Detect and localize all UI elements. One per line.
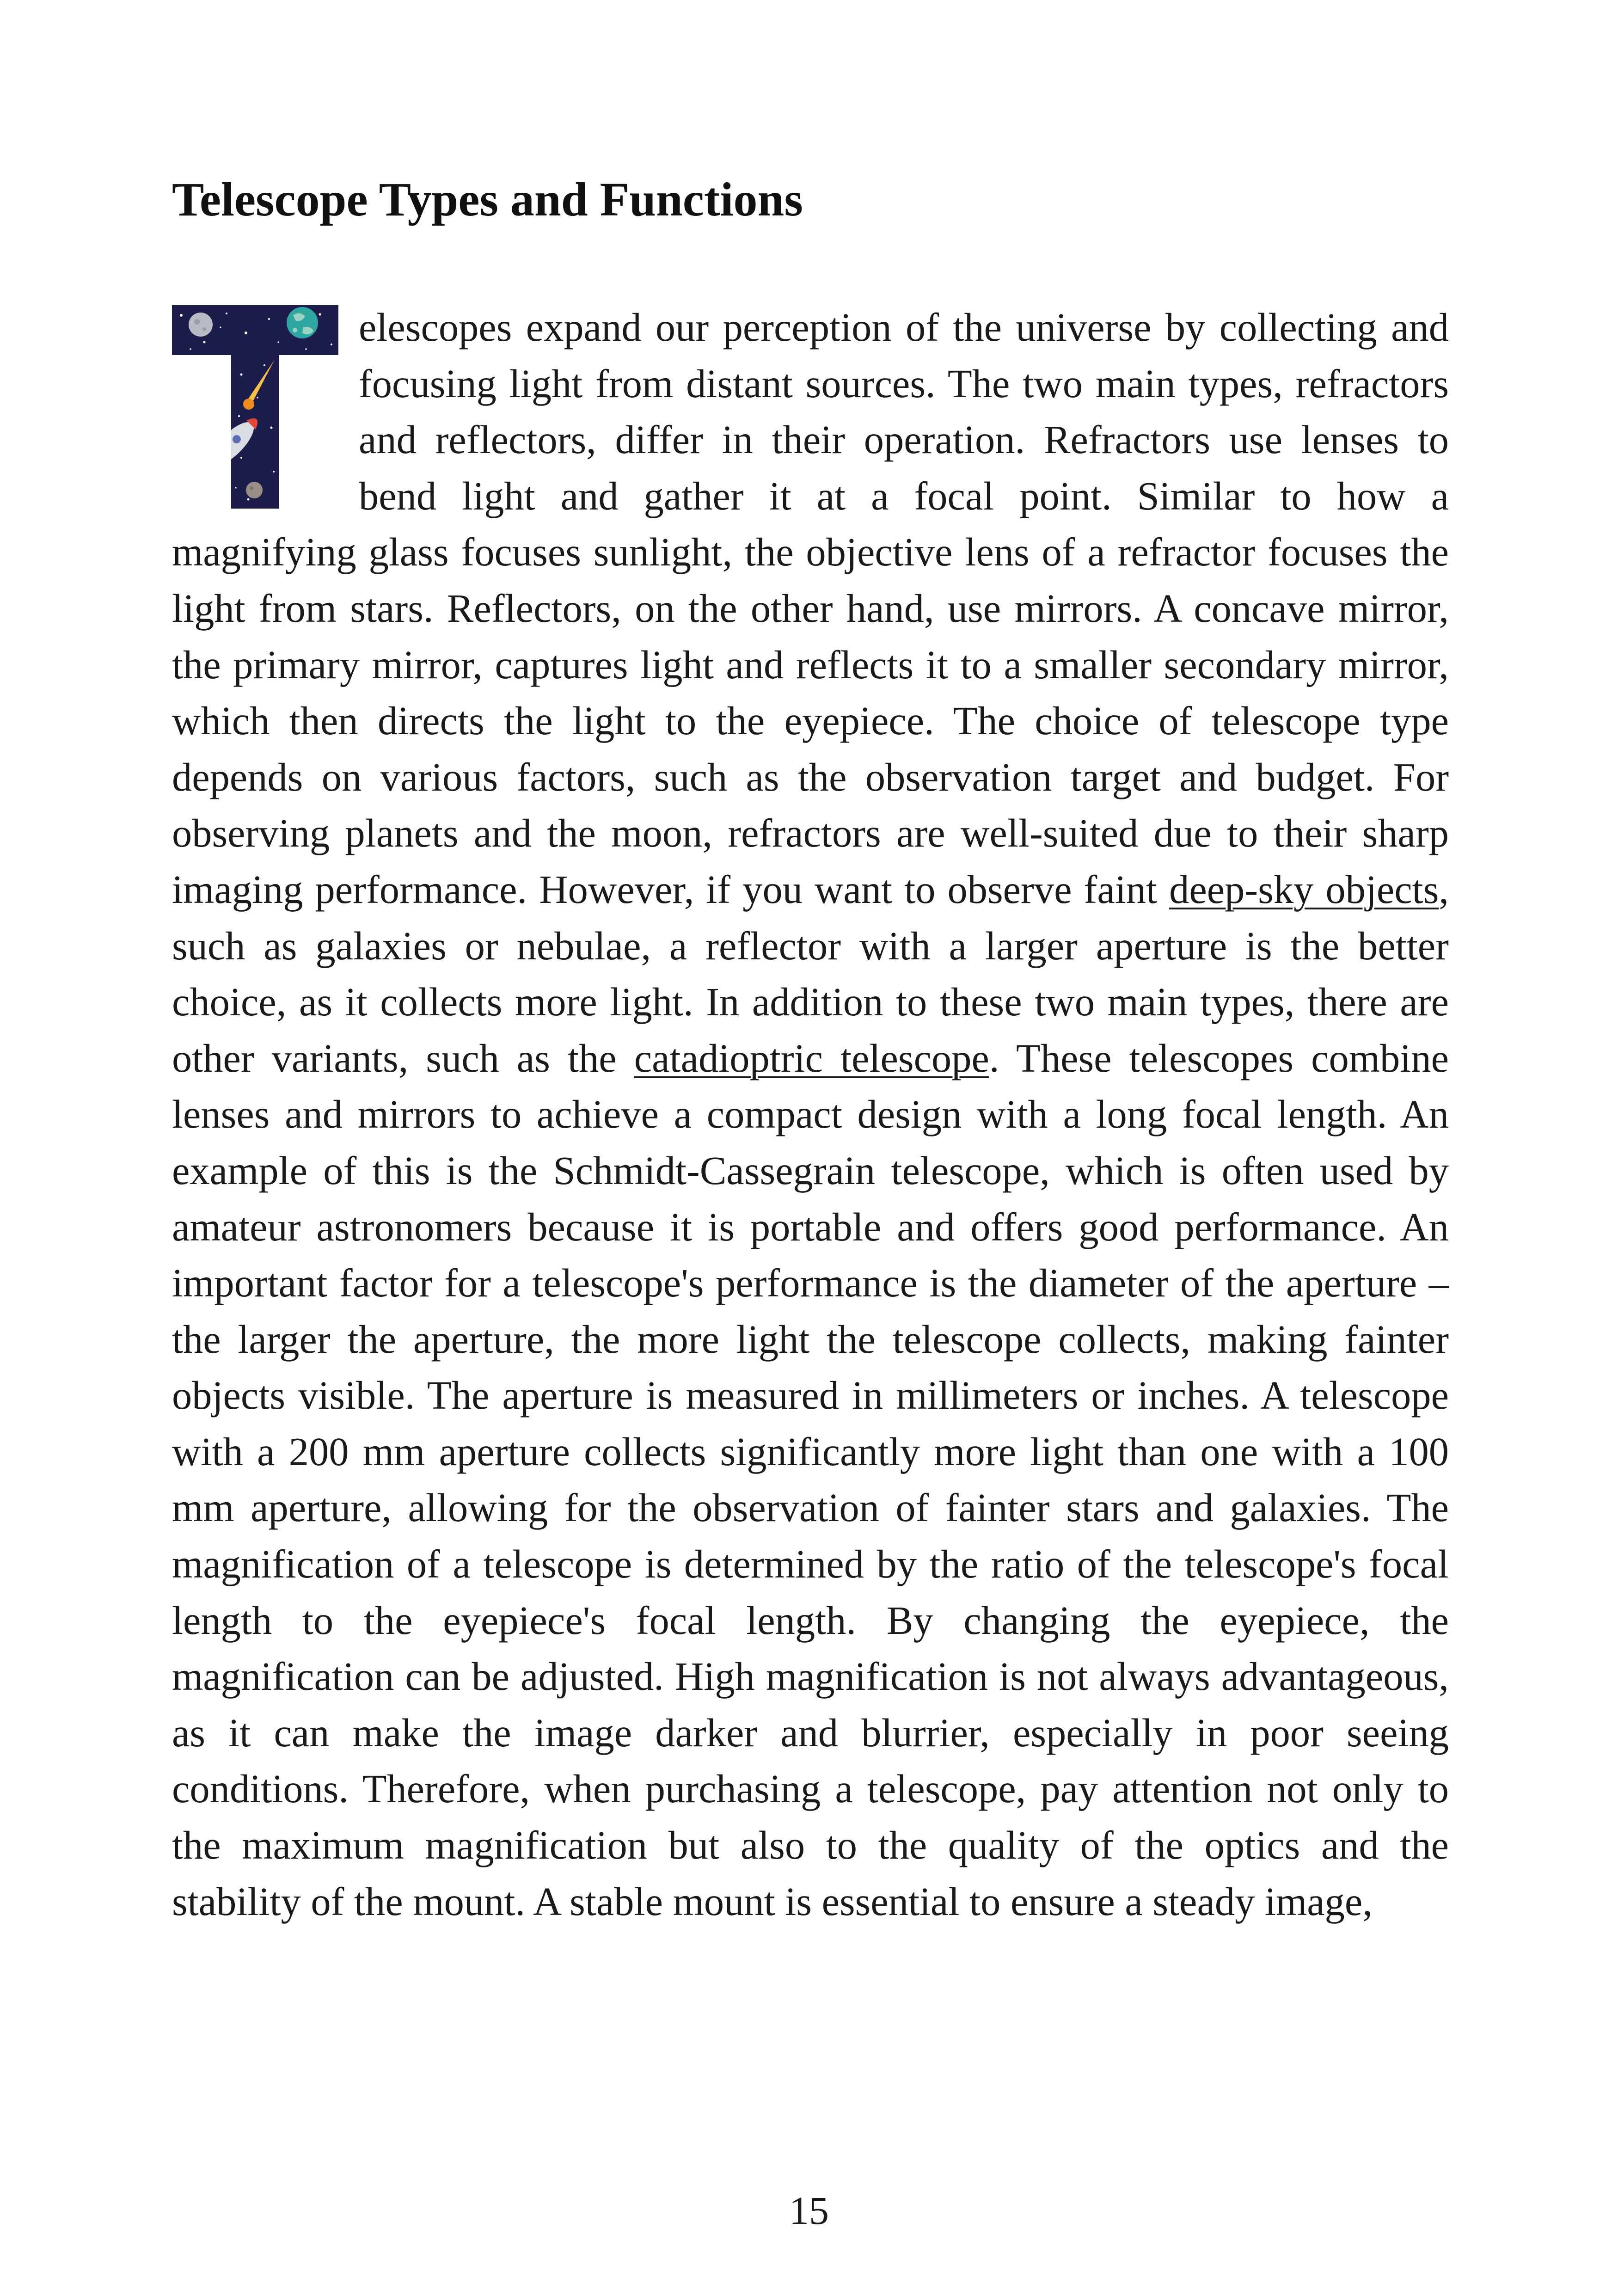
drop-cap-letter-t bbox=[172, 305, 338, 509]
page-title: Telescope Types and Functions bbox=[172, 173, 803, 226]
paragraph-text-3: . These telescopes combine lenses and mirrors to achieve a compact design with a long focal length. An example of this is the Schmidt-Cassegrain telescope, which is often used by amateur astronomers because it is portable and offers good performance. An important factor for a telescope's performance is the diameter of the aperture – the larger the aperture, the more light the telescope collects, making fainter objects visible. The aperture is measured in millimeters or inches. A telescope with a 200 mm aperture collects significantly more light than one with a 100 mm aperture, allowing for the observation of fainter stars and galaxies. The magnification of a telescope is determined by the ratio of the telescope's focal length to the eyepiece's focal length. By changing the eyepiece, the magnification can be adjusted. High magnification is not always advantageous, as it can make the image darker and blurrier, especially in poor seeing conditions. Therefore, when purchasing a telescope, pay attention not only to the maximum magnification but also to the quality of the optics and the stability of the mount. A stable mount is essential to ensure a steady image, bbox=[172, 1036, 1449, 1924]
moon-icon bbox=[246, 482, 263, 498]
page-number: 15 bbox=[789, 2188, 829, 2233]
earth-icon bbox=[287, 307, 318, 338]
deep-sky-objects-link[interactable]: deep-sky objects bbox=[1169, 867, 1439, 912]
body-paragraph bbox=[172, 300, 1449, 1930]
planet-icon bbox=[189, 313, 213, 337]
paragraph-text-1: elescopes expand our perception of the universe by collecting and focusing light from distant sources. The two main types, refractors and reflectors, differ in their operation. Refractors use lenses to bend light and gather it at a focal point. Similar to how a magnifying glass focuses sunlight, the objective lens of a refractor focuses the light from stars. Reflectors, on the other hand, use mirrors. A concave mirror, the primary mirror, captures light and reflects it to a smaller secondary mirror, which then directs the light to the eyepiece. The choice of telescope type depends on various factors, such as the observation target and budget. For observing planets and the moon, refractors are well-suited due to their sharp imaging performance. However, if you want to observe faint bbox=[172, 305, 1449, 912]
catadioptric-telescope-link[interactable]: catadioptric telescope bbox=[634, 1036, 989, 1080]
drop-cap-illustration bbox=[172, 305, 338, 509]
paragraph-text-2: , such as galaxies or nebulae, a reflector with a larger aperture is the better choice, as it collects more light. In addition to these two main types, there are other variants, such as the bbox=[172, 867, 1449, 1080]
